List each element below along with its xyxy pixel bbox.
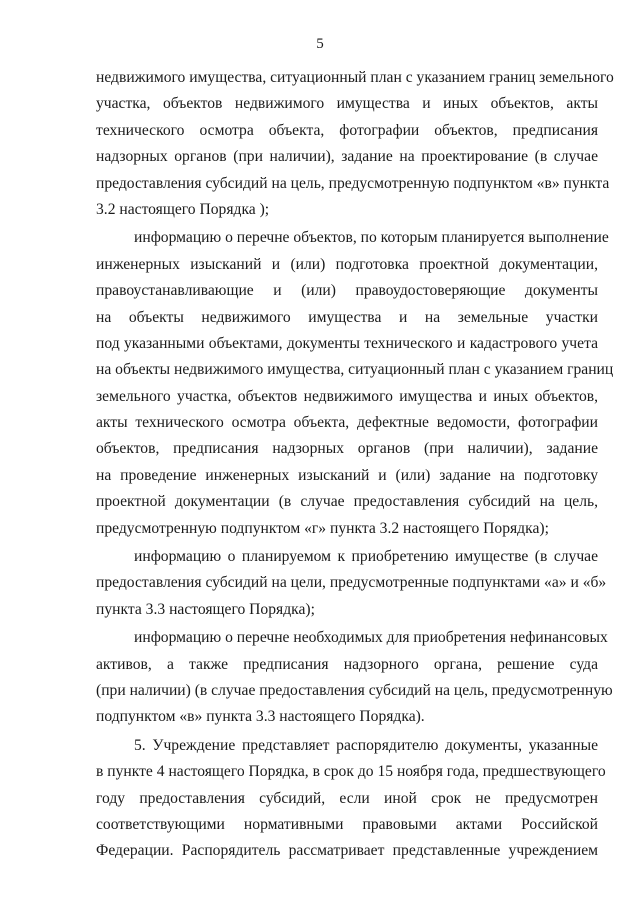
text-line: надзорных органов (при наличии), задание на проектирование (в случае (96, 148, 598, 166)
text-line: инженерных изысканий и (или) подготовка проектной документации, (96, 255, 598, 273)
text-line: участка, объектов недвижимого имущества и иных объектов, акты (96, 95, 598, 113)
text-line: 3.2 настоящего Порядка ); (96, 200, 270, 218)
text-line: подпунктом «в» пункта 3.3 настоящего Порядка). (96, 708, 425, 726)
text-line: Федерации. Распорядитель рассматривает представленные учреждением (96, 842, 598, 860)
text-line: на объекты недвижимого имущества, ситуационный план с указанием границ (96, 361, 614, 379)
text-line: акты технического осмотра объекта, дефектные ведомости, фотографии (96, 414, 598, 432)
text-line: недвижимого имущества, ситуационный план с указанием границ земельного (96, 69, 614, 86)
text-line: информацию о перечне необходимых для приобретения нефинансовых (134, 629, 608, 647)
text-line: правоустанавливающие и (или) правоудостоверяющие документы (96, 282, 598, 300)
text-line: проектной документации (в случае предоставления субсидий на цель, (96, 493, 598, 511)
text-line: под указанными объектами, документы технического и кадастрового учета (96, 334, 598, 352)
paragraph-continuation (96, 65, 614, 223)
text-line: в пункте 4 настоящего Порядка, в срок до 15 ноября года, предшествующего (96, 763, 606, 781)
paragraph-planned-property (96, 544, 607, 623)
paragraph-objects-engineering (96, 225, 614, 542)
text-line: 5. Учреждение представляет распорядителю документы, указанные (134, 736, 598, 754)
text-line: году предоставления субсидий, если иной срок не предусмотрен (96, 789, 598, 807)
text-line: на объекты недвижимого имущества и на земельные участки (96, 308, 598, 326)
page-number: 5 (316, 36, 324, 52)
text-line: технического осмотра объекта, фотографии объектов, предписания (96, 121, 598, 139)
text-line: предоставления субсидий на цель, предусмотренную подпунктом «в» пункта (96, 174, 610, 192)
paragraph-nonfinancial-assets (96, 625, 613, 731)
text-line: информацию о перечне объектов, по которым планируется выполнение (134, 229, 609, 247)
text-line: пункта 3.3 настоящего Порядка); (96, 600, 315, 618)
text-line: (при наличии) (в случае предоставления субсидий на цель, предусмотренную (96, 681, 613, 699)
text-line: предусмотренную подпунктом «г» пункта 3.2 настоящего Порядка); (96, 519, 549, 537)
text-line: информацию о планируемом к приобретению имуществе (в случае (134, 548, 598, 566)
paragraph-clause-5 (96, 733, 606, 865)
document-body (96, 65, 614, 865)
text-line: на проведение инженерных изысканий и (или) задание на подготовку (96, 466, 598, 484)
text-line: объектов, предписания надзорных органов (при наличии), задание (96, 440, 598, 458)
text-line: земельного участка, объектов недвижимого имущества и иных объектов, (96, 387, 598, 405)
text-line: активов, а также предписания надзорного органа, решение суда (96, 655, 598, 673)
text-line: соответствующими нормативными правовыми актами Российской (96, 815, 598, 833)
text-line: предоставления субсидий на цели, предусмотренные подпунктами «а» и «б» (96, 574, 607, 592)
